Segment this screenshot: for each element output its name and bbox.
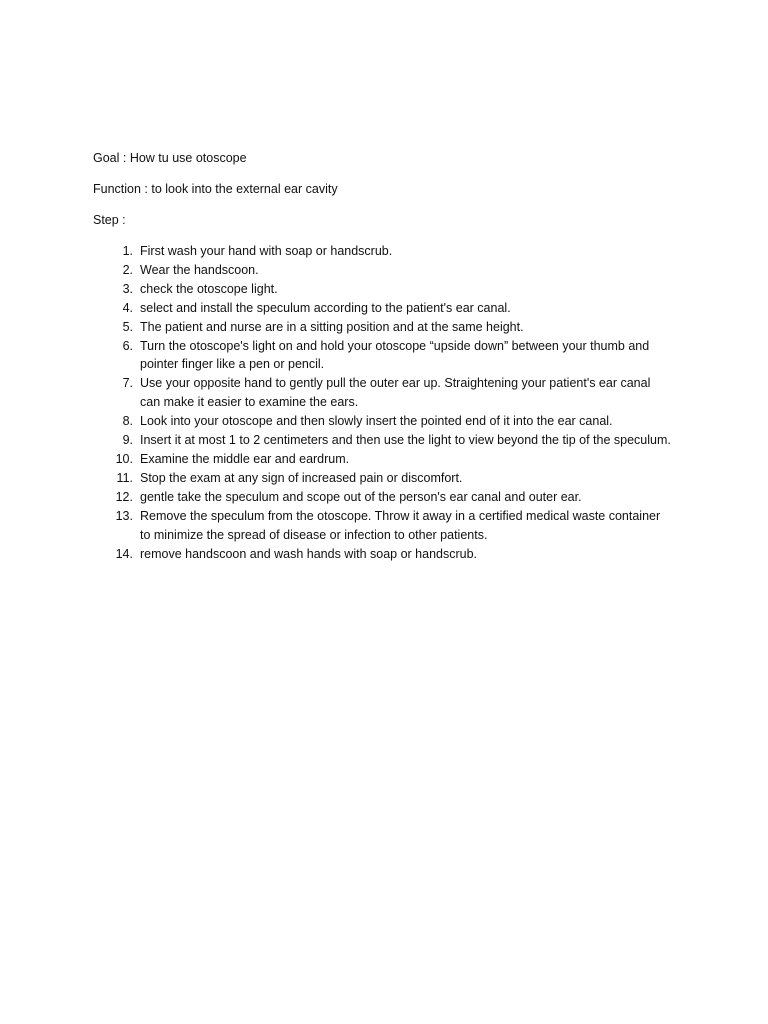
step-heading: Step : xyxy=(93,213,126,227)
list-item xyxy=(93,412,673,431)
steps-list xyxy=(93,242,673,563)
function-line: Function : to look into the external ear cavity xyxy=(93,182,338,196)
list-item xyxy=(93,469,673,488)
step-number: 6. xyxy=(122,338,133,353)
step-text: Turn the otoscope's light on and hold your otoscope “upside down” between your thumb and pointer finger like a pen or pencil. xyxy=(140,338,650,372)
step-text: Remove the speculum from the otoscope. Throw it away in a certified medical waste container to minimize the spread of disease or infection to other patients. xyxy=(140,508,661,542)
step-text: Wear the handscoon. xyxy=(140,262,259,277)
step-text: Stop the exam at any sign of increased pain or discomfort. xyxy=(140,470,463,485)
step-number: 10. xyxy=(115,451,133,466)
list-item xyxy=(93,280,673,299)
step-text: First wash your hand with soap or handscrub. xyxy=(140,244,393,258)
list-item xyxy=(93,545,673,564)
step-number: 5. xyxy=(122,319,133,334)
step-number: 9. xyxy=(122,433,133,448)
step-text: check the otoscope light. xyxy=(140,281,278,296)
list-item xyxy=(93,507,673,545)
step-number: 1. xyxy=(122,244,133,258)
step-number: 8. xyxy=(122,414,133,429)
list-item xyxy=(93,318,673,337)
goal-line: Goal : How tu use otoscope xyxy=(93,151,247,165)
step-text: Examine the middle ear and eardrum. xyxy=(140,451,350,466)
list-item xyxy=(93,488,673,507)
step-number: 2. xyxy=(122,262,133,277)
list-item xyxy=(93,299,673,318)
step-text: remove handscoon and wash hands with soap or handscrub. xyxy=(140,546,478,561)
step-text: Insert it at most 1 to 2 centimeters and then use the light to view beyond the tip of the speculum. xyxy=(140,433,671,448)
step-number: 4. xyxy=(122,300,133,315)
step-number: 11. xyxy=(116,470,133,485)
step-text: Use your opposite hand to gently pull the outer ear up. Straightening your patient's ear canal can make it easier to examine the ears. xyxy=(140,376,651,410)
list-item xyxy=(93,450,673,469)
step-number: 13. xyxy=(115,508,133,523)
list-item xyxy=(93,374,673,412)
step-number: 7. xyxy=(122,376,133,391)
step-text: The patient and nurse are in a sitting position and at the same height. xyxy=(140,319,524,334)
list-item xyxy=(93,261,673,280)
step-number: 14. xyxy=(115,546,133,561)
list-item xyxy=(93,431,673,450)
step-number: 12. xyxy=(115,489,133,504)
step-number: 3. xyxy=(122,281,133,296)
step-text: gentle take the speculum and scope out of the person's ear canal and outer ear. xyxy=(140,489,582,504)
list-item xyxy=(93,337,673,375)
step-text: Look into your otoscope and then slowly insert the pointed end of it into the ear canal. xyxy=(140,414,613,429)
step-text: select and install the speculum according to the patient's ear canal. xyxy=(140,300,511,315)
list-item xyxy=(93,242,673,261)
